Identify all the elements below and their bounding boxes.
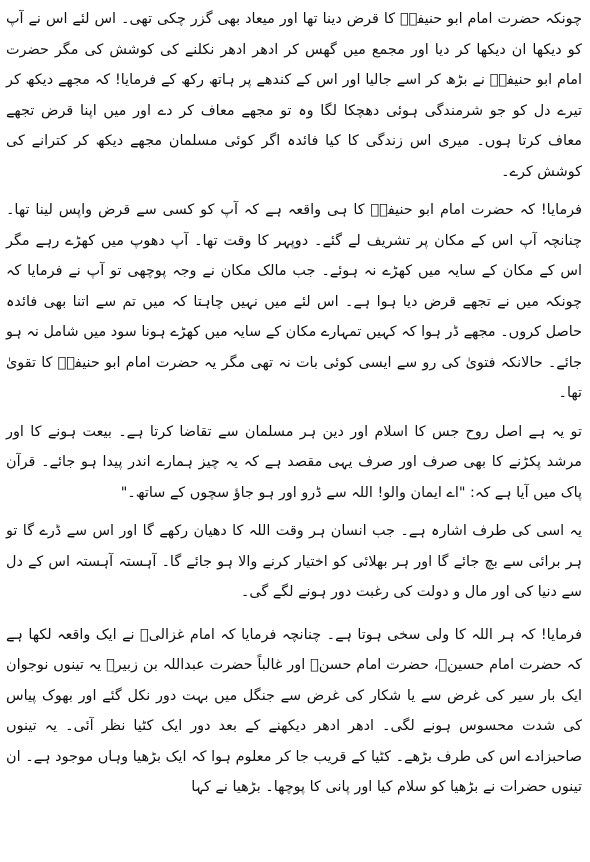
paragraph-fear-of-allah: یہ اسی کی طرف اشارہ ہے۔ جب انسان ہر وقت اللہ کا دھیان رکھے گا اور اس سے ڈرے گا تو ہر برائی سے بچ جائے گا اور ہر بھلائی کو اختیار کرنے والا ہو جائے گا۔ آہستہ آہستہ اس کے دل سے دنیا کی اور مال و دولت کی رغبت دور ہونے لگے گی۔ (6, 523, 582, 600)
paragraph-debtor-story: چونکہ حضرت امام ابو حنیفہؒ کا قرض دینا تھا اور میعاد بھی گزر چکی تھی۔ اس لئے اس نے آپ کو دیکھا ان دیکھا کر دیا اور مجمع میں گھس کر ادھر ادھر نکلنے کی کوشش کی مگر حضرت امام ابو حنیفہؒ نے بڑھ کر اسے جالیا اور اس کے کندھے پر ہاتھ رکھ کے فرمایا! کہ مجھے دیکھ کر تیرے دل کو جو شرمندگی ہوئی دھچکا لگا وہ تو مجھے معاف کر دے اور میں اپنا قرض تجھے معاف کرتا ہوں۔ میری اس زندگی کا کیا فائدہ اگر کوئی مسلمان مجھے دیکھ کر کترانے کی کوشش کرے۔ (6, 11, 582, 180)
paragraph-generosity-story: فرمایا! کہ ہر اللہ کا ولی سخی ہوتا ہے۔ چنانچہ فرمایا کہ امام غزالیؒ نے ایک واقعہ لکھا ہے کہ حضرت امام حسینؓ، حضرت امام حسنؓ اور غالباً حضرت عبداللہ بن زبیرؓ یہ تینوں نوجوان ایک بار سیر کی غرض سے یا شکار کی غرض سے جنگل میں بہت دور نکل گئے اور بھوک پیاس کی شدت محسوس ہونے لگی۔ ادھر ادھر دیکھنے کے بعد دور ایک کٹیا نظر آئی۔ یہ تینوں صاحبزادے اس کی طرف بڑھے۔ کٹیا کے قریب جا کر معلوم ہوا کہ ایک بڑھیا وہاں موجود ہے۔ ان تینوں حضرات نے بڑھیا کو سلام کیا اور پانی کا پوچھا۔ بڑھیا نے کہا (6, 626, 582, 795)
paragraph-spirit-of-islam: تو یہ ہے اصل روح جس کا اسلام اور دین ہر مسلمان سے تقاضا کرتا ہے۔ بیعت ہونے کا اور مرشد پکڑنے کا بھی صرف اور صرف یہی مقصد ہے کہ یہ چیز ہمارے اندر پیدا ہو جائے۔ قرآن پاک میں آیا ہے کہ: "اے ایمان والو! اللہ سے ڈرو اور ہو جاؤ سچوں کے ساتھ۔" (6, 423, 582, 501)
paragraph-shade-story: فرمایا! کہ حضرت امام ابو حنیفہؒ کا ہی واقعہ ہے کہ آپ کو کسی سے قرض واپس لینا تھا۔ چنانچہ آپ اس کے مکان پر تشریف لے گئے۔ دوپہر کا وقت تھا۔ آپ دھوپ میں کھڑے رہے مگر اس کے مکان کے سایہ میں کھڑے نہ ہوئے۔ جب مالک مکان نے وجہ پوچھی تو آپ نے فرمایا کہ چونکہ میں نے تجھے قرض دیا ہوا ہے۔ اس لئے میں نہیں چاہتا کہ میں تم سے اتنا بھی فائدہ حاصل کروں۔ مجھے ڈر ہوا کہ کہیں تمہارے مکان کے سایہ میں کھڑے ہونا سود میں شامل نہ ہو جائے۔ حالانکہ فتویٰ کی رو سے ایسی کوئی بات نہ تھی مگر یہ حضرت امام ابو حنیفہؒ کا تقویٰ تھا۔ (6, 202, 582, 401)
